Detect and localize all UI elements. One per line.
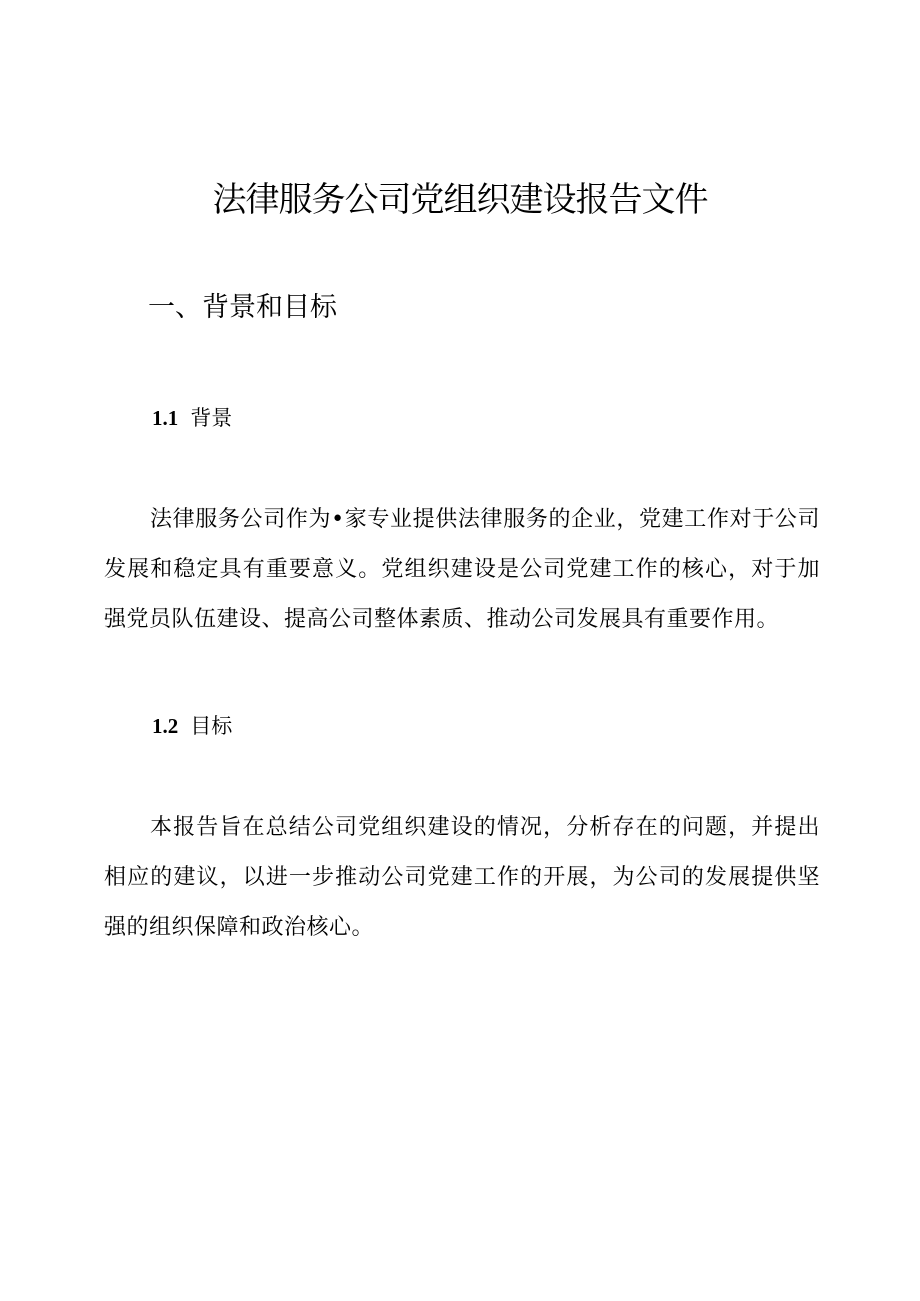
- subsection-title: 目标: [190, 714, 233, 738]
- subsection-title: 背景: [190, 406, 233, 430]
- subsection-heading-goals: [152, 710, 232, 742]
- background-paragraph: 法律服务公司作为•家专业提供法律服务的企业，党建工作对于公司发展和稳定具有重要意义。党组织建设是公司党建工作的核心，对于加强党员队伍建设、提高公司整体素质、推动公司发展具有重要作用。: [104, 507, 820, 632]
- goals-paragraph: 本报告旨在总结公司党组织建设的情况，分析存在的问题，并提出相应的建议，以进一步推动公司党建工作的开展，为公司的发展提供坚强的组织保障和政治核心。: [104, 815, 820, 940]
- subsection-number: 1.2: [152, 714, 179, 738]
- subsection-number: 1.1: [152, 406, 179, 430]
- section-heading-background-and-goals: 一、背景和目标: [148, 292, 337, 323]
- subsection-heading-background: [152, 402, 232, 434]
- document-title: 法律服务公司党组织建设报告文件: [212, 180, 708, 220]
